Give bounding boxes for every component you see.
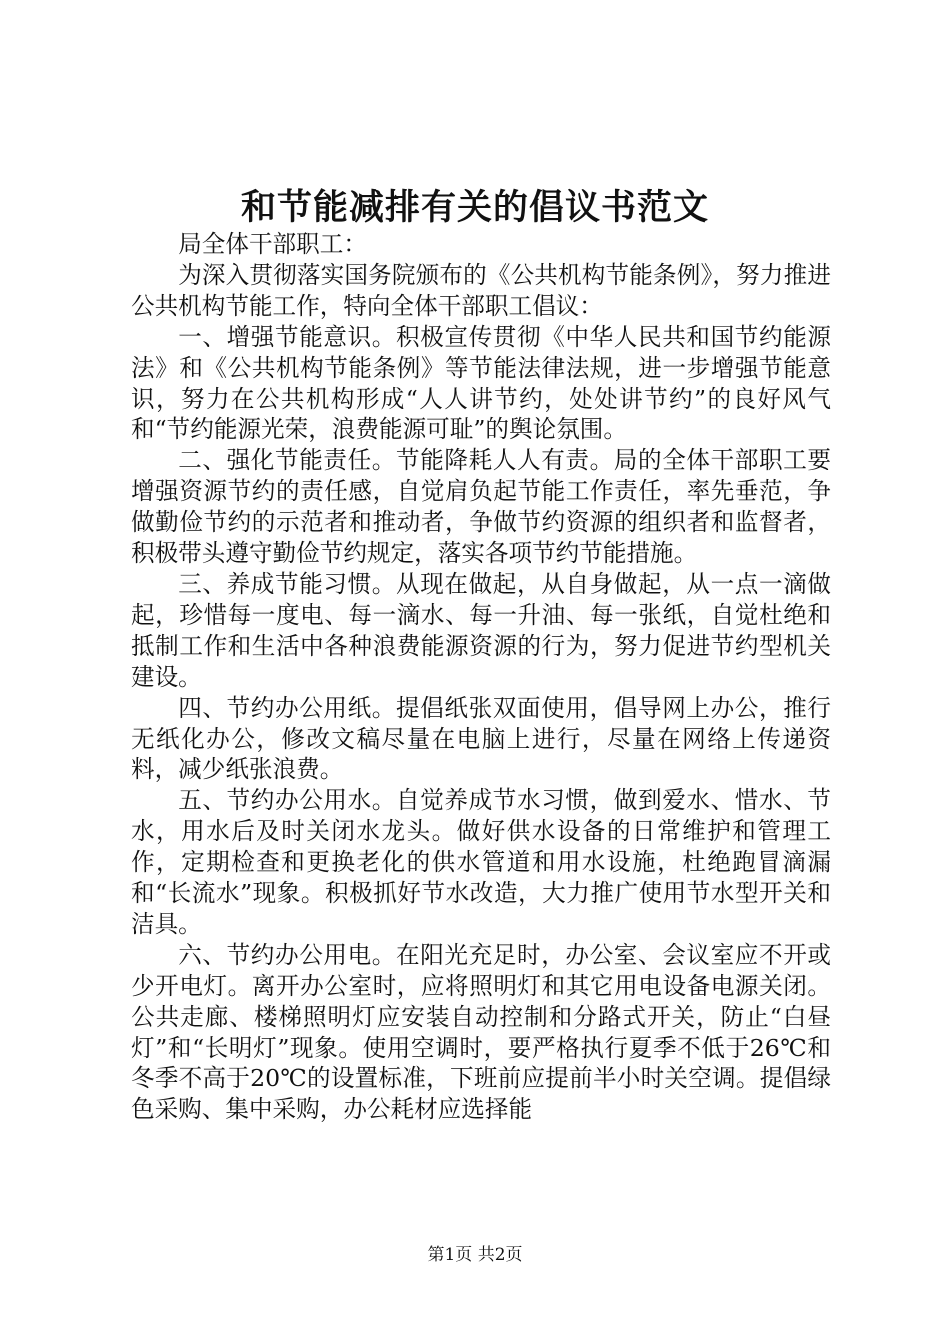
document-title: 和节能减排有关的倡议书范文 — [240, 187, 709, 228]
document-body — [131, 229, 831, 1125]
salutation: 局全体干部职工： — [178, 230, 367, 258]
page-number-footer: 第1页 共2页 — [427, 1245, 523, 1265]
paragraph-4: 四、节约办公用纸。提倡纸张双面使用，倡导网上办公，推行无纸化办公，修改文稿尽量在电脑上进行，尽量在网络上传递资料，减少纸张浪费。 — [131, 693, 831, 784]
paragraph-5: 五、节约办公用水。自觉养成节水习惯，做到爱水、惜水、节水，用水后及时关闭水龙头。做好供水设备的日常维护和管理工作，定期检查和更换老化的供水管道和用水设施，杜绝跑冒滴漏和“长流水”现象。积极抓好节水改造，大力推广使用节水型开关和洁具。 — [131, 786, 831, 938]
paragraph-3: 三、养成节能习惯。从现在做起，从自身做起，从一点一滴做起，珍惜每一度电、每一滴水、每一升油、每一张纸，自觉杜绝和抵制工作和生活中各种浪费能源资源的行为，努力促进节约型机关建设。 — [131, 569, 831, 691]
paragraph-2: 二、强化节能责任。节能降耗人人有责。局的全体干部职工要增强资源节约的责任感，自觉肩负起节能工作责任，率先垂范，争做勤俭节约的示范者和推动者，争做节约资源的组织者和监督者，积极带头遵守勤俭节约规定，落实各项节约节能措施。 — [131, 446, 831, 568]
paragraph-6: 六、节约办公用电。在阳光充足时，办公室、会议室应不开或少开电灯。离开办公室时，应将照明灯和其它用电设备电源关闭。公共走廊、楼梯照明灯应安装自动控制和分路式开关，防止“白昼灯”和“长明灯”现象。使用空调时，要严格执行夏季不低于26℃和冬季不高于20℃的设置标准，下班前应提前半小时关空调。提倡绿色采购、集中采购，办公耗材应选择能 — [131, 940, 831, 1124]
paragraph-intro: 为深入贯彻落实国务院颁布的《公共机构节能条例》，努力推进公共机构节能工作，特向全体干部职工倡议： — [131, 260, 831, 320]
paragraph-1: 一、增强节能意识。积极宣传贯彻《中华人民共和国节约能源法》和《公共机构节能条例》等节能法律法规，进一步增强节能意识，努力在公共机构形成“人人讲节约，处处讲节约”的良好风气和“节约能源光荣，浪费能源可耻”的舆论氛围。 — [131, 322, 831, 444]
